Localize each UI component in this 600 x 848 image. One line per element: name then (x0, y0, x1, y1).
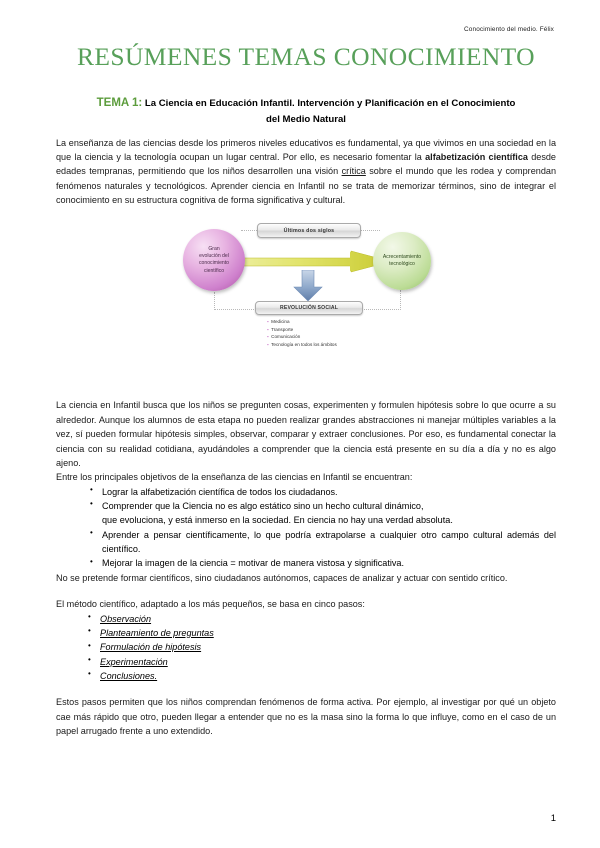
list-item-subtext: que evoluciona, y está inmerso en la sociedad. En ciencia no hay una verdad absoluta. (102, 515, 453, 526)
objectives-intro: Entre los principales objetivos de la enseñanza de las ciencias en Infantil se encuentran: (56, 472, 413, 483)
blue-arrow-icon (293, 270, 323, 302)
dotted-connector-right-top (358, 230, 380, 231)
list-item (90, 556, 556, 570)
tema-heading (64, 95, 548, 128)
intro-text-c: sobre el mundo que les rodea y comprendan fenómenos naturales y tecnológicos. Aprender ciencia en Infantil no se trata de memorizar términos, sino de integrar el conocimiento en su estructura cognitiva de forma significativa y cultural. (56, 166, 556, 206)
intro-text-b: desde edades tempranas, permitiendo que los niños desarrollen una visión (56, 152, 556, 177)
list-item (90, 528, 556, 557)
left-sphere-line1: Gran (208, 246, 220, 253)
diagram-right-sphere (373, 232, 431, 290)
dotted-connector-right-down (400, 290, 401, 310)
tema-title-line1: La Ciencia en Educación Infantil. Intervención y Planificación en el Conocimiento (142, 98, 516, 109)
tema-label: TEMA 1: (96, 97, 143, 109)
intro-bold-term: alfabetización científica (425, 152, 528, 163)
intro-underlined-term: crítica (341, 166, 366, 177)
right-sphere-line2: tecnológico (389, 261, 415, 268)
right-sphere-line1: Acrecentamiento (382, 254, 422, 261)
page-number: 1 (550, 813, 556, 824)
diagram-bullet-item: ▪ Comunicación (267, 333, 337, 340)
document-header-note: Conocimiento del medio. Félix (464, 26, 554, 33)
dotted-connector-bottom-right (361, 309, 401, 310)
list-item: • Observación (88, 612, 556, 626)
intro-text-a: La enseñanza de las ciencias desde los primeros niveles educativos es fundamental, ya que vivimos en una sociedad en la que la ciencia y la tecnología ocupan un lugar central. Por ello, es necesario fomentar la (56, 137, 556, 163)
list-item (90, 485, 556, 499)
list-item-text: Comprender que la Ciencia no es algo estático sino un hecho cultural dinámico, (102, 500, 424, 511)
list-item-text: Lograr la alfabetización científica de todos los ciudadanos. (102, 486, 338, 497)
dotted-connector-bottom-left (214, 309, 258, 310)
objectives-list (56, 485, 556, 571)
science-technology-diagram (175, 220, 437, 383)
diagram-bullet-item: ▪ Medicina (267, 318, 337, 325)
objectives-closing: No se pretende formar científicos, sino ciudadanos autónomos, capaces de analizar y actuar con sentido crítico. (56, 572, 508, 583)
left-sphere-line4: científico (203, 267, 225, 274)
diagram-left-sphere (183, 229, 245, 291)
diagram-bullet-list (267, 318, 337, 348)
list-item: • Formulación de hipótesis (88, 640, 556, 654)
list-item-text: Mejorar la imagen de la ciencia = motivar de manera vistosa y significativa. (102, 558, 404, 569)
scientific-method-list (56, 612, 556, 684)
diagram-top-box: Últimos dos siglos (257, 223, 361, 238)
tema-title-line2: del Medio Natural (266, 113, 346, 125)
diagram-bullet-item: ▪ Transporte (267, 326, 337, 333)
list-item: • Conclusiones. (88, 669, 556, 683)
list-item: • Planteamiento de preguntas (88, 626, 556, 640)
list-item: • Experimentación (88, 655, 556, 669)
after-figure-paragraph: La ciencia en Infantil busca que los niños se pregunten cosas, experimenten y formulen hipótesis sobre lo que ocurre a su alrededor. Aunque los alumnos de esta etapa no pueden realizar grandes abstracciones ni manejar múltiples variables a la vez, sí pueden formular hipótesis simples, observar, comparar y extraer conclusiones. Por eso, es fundamental conectar la ciencia con su realidad cotidiana, ayudándoles a comprender que la ciencia está presente en su día a día y no es algo ajeno. (56, 400, 556, 468)
page-title: RESÚMENES TEMAS CONOCIMIENTO (77, 42, 535, 71)
intro-paragraph (56, 136, 556, 208)
left-sphere-line3: conocimiento (198, 260, 229, 267)
method-intro: El método científico, adaptado a los más pequeños, se basa en cinco pasos: (56, 599, 365, 610)
list-item-text: Aprender a pensar científicamente, lo que podría extrapolarse a cualquier otro campo cultural además del científico. (102, 529, 556, 555)
left-sphere-line2: evolución del (199, 253, 229, 260)
dotted-connector-left-down (214, 292, 215, 310)
final-paragraph: Estos pasos permiten que los niños comprendan fenómenos de forma activa. Por ejemplo, al investigar por qué un objeto cae más rápido que otro, pueden llegar a entender que no es la masa sino la forma lo que influye, como en el caso de un papel arrugado frente a uno extendido. (56, 697, 556, 737)
diagram-bullet-item: ▪ Tecnología en todos los ámbitos (267, 341, 337, 348)
diagram-bottom-box: REVOLUCIÓN SOCIAL (255, 301, 363, 315)
list-item (90, 499, 556, 528)
